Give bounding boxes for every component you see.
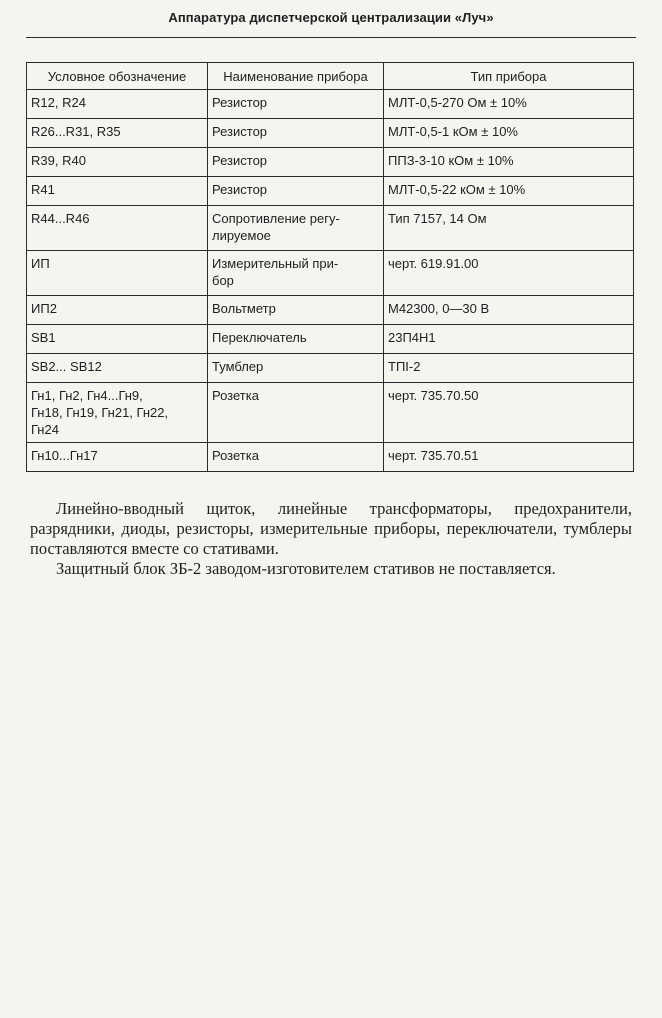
equipment-table: [26, 62, 634, 472]
cell-type: черт. 735.70.51: [384, 443, 634, 472]
cell-name: Резистор: [208, 119, 384, 148]
cell-name: Вольтметр: [208, 296, 384, 325]
cell-type: ППЗ-3-10 кОм ± 10%: [384, 148, 634, 177]
column-header-name: Наименование прибора: [208, 63, 384, 90]
cell-type: 23П4Н1: [384, 325, 634, 354]
cell-name: Резистор: [208, 90, 384, 119]
table-row: [27, 177, 634, 206]
header-rule: [26, 37, 636, 38]
cell-type: ТПI-2: [384, 354, 634, 383]
body-text: [30, 499, 632, 579]
table-row: [27, 206, 634, 251]
running-title: Аппаратура диспетчерской централизации «Луч»: [168, 10, 494, 25]
table-row: [27, 148, 634, 177]
cell-designation: R39, R40: [27, 148, 208, 177]
cell-designation: SB2... SB12: [27, 354, 208, 383]
paragraph: Защитный блок ЗБ-2 заводом-изготовителем стативов не поставляется.: [56, 559, 556, 578]
cell-type: МЛТ-0,5-1 кОм ± 10%: [384, 119, 634, 148]
table-row: [27, 251, 634, 296]
cell-name: Измерительный при- бор: [208, 251, 384, 296]
table-row: [27, 443, 634, 472]
table-row: [27, 325, 634, 354]
cell-designation: ИП2: [27, 296, 208, 325]
cell-designation: Гн1, Гн2, Гн4...Гн9, Гн18, Гн19, Гн21, Гн22, Гн24: [27, 383, 208, 443]
column-header-type: Тип прибора: [384, 63, 634, 90]
table-row: [27, 296, 634, 325]
cell-type: черт. 735.70.50: [384, 383, 634, 443]
table-row: [27, 383, 634, 443]
cell-name: Тумблер: [208, 354, 384, 383]
paragraph: Линейно-вводный щиток, линейные трансформаторы, предохранители, разрядники, диоды, резисторы, измерительные приборы, переключатели, тумблеры поставляются вместе со стативами.: [30, 499, 632, 558]
table-row: [27, 354, 634, 383]
cell-designation: R44...R46: [27, 206, 208, 251]
column-header-designation: Условное обозначение: [27, 63, 208, 90]
cell-name: Розетка: [208, 383, 384, 443]
cell-name: Розетка: [208, 443, 384, 472]
cell-type: черт. 619.91.00: [384, 251, 634, 296]
table-row: [27, 119, 634, 148]
cell-type: МЛТ-0,5-22 кОм ± 10%: [384, 177, 634, 206]
table-row: [27, 90, 634, 119]
cell-designation: ИП: [27, 251, 208, 296]
cell-name: Сопротивление регу- лируемое: [208, 206, 384, 251]
cell-name: Резистор: [208, 148, 384, 177]
cell-type: МЛТ-0,5-270 Ом ± 10%: [384, 90, 634, 119]
cell-designation: R26...R31, R35: [27, 119, 208, 148]
cell-designation: SB1: [27, 325, 208, 354]
cell-type: Тип 7157, 14 Ом: [384, 206, 634, 251]
table-header-row: [27, 63, 634, 90]
cell-name: Переключатель: [208, 325, 384, 354]
cell-designation: R41: [27, 177, 208, 206]
cell-designation: Гн10...Гн17: [27, 443, 208, 472]
cell-name: Резистор: [208, 177, 384, 206]
cell-type: М42300, 0—30 В: [384, 296, 634, 325]
cell-designation: R12, R24: [27, 90, 208, 119]
